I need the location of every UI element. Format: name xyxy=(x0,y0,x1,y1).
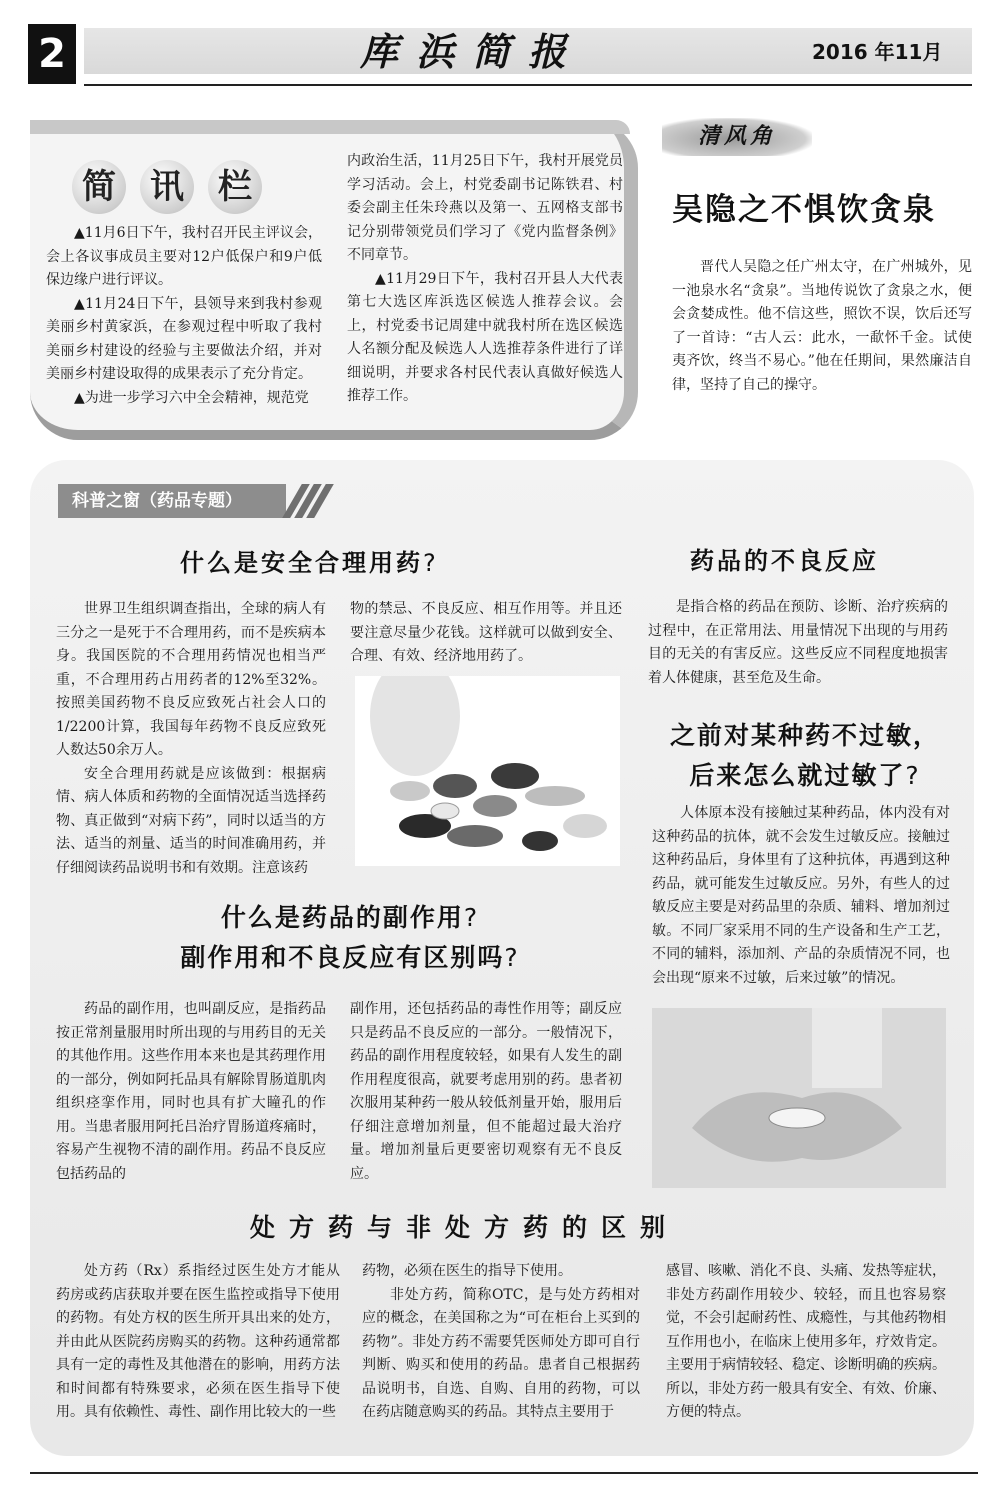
news-right-column xyxy=(347,150,623,409)
news-item: 内政治生活，11月25日下午，我村开展党员学习活动。会上，村党委副书记陈铁君、村委会副主任朱玲燕以及第一、五网格支部书记分别带领党员们学习了《党内监督条例》不同章节。 xyxy=(347,153,623,263)
news-heading-char-2: 讯 xyxy=(140,160,194,214)
qingfeng-paragraph: 晋代人吴隐之任广州太守，在广州城外，见一池泉水名“贪泉”。当地传说饮了贪泉之水，便会贪婪成性。他不信这些，照饮不误，饮后还写了一首诗：“古人云：此水，一歃怀千金。试使夷齐饮，终当不易心。”他在任期间，果然廉洁自律，坚持了自己的操守。 xyxy=(672,259,972,393)
rx-otc-column-2 xyxy=(362,1260,640,1425)
pill xyxy=(447,825,503,847)
adverse-reaction-body xyxy=(648,596,948,690)
page-number: 2 xyxy=(28,24,76,84)
pill xyxy=(491,763,539,789)
pill xyxy=(522,831,558,851)
news-item: ▲11月6日下午，我村召开民主评议会，会上各议事成员主要对12户低保户和9户低保边缘户进行评议。 xyxy=(46,225,322,288)
science-tab-label: 科普之窗（药品专题） xyxy=(58,484,286,518)
news-item: ▲11月29日下午，我村召开县人大代表第七大选区库浜选区候选人推荐会议。会上，村党委书记周建中就我村所在选区候选人名额分配及候选人人选推荐条件进行了详细说明，并要求各村民代表认真做好候选人推荐工作。 xyxy=(347,270,623,404)
pills-photo xyxy=(355,676,620,866)
safe-use-title: 什么是安全合理用药? xyxy=(180,549,439,577)
rx-otc-paragraph: 处方药（Rx）系指经过医生处方才能从药房或药店获取并要在医生监控或指导下使用的药物。有处方权的医生所开具出来的处方，并由此从医院药房购买的药物。这种药通常都具有一定的毒性及其他潜在的影响，用药方法和时间都有特殊要求，必须在医生指导下使用。具有依赖性、毒性、副作用比较大的一些 xyxy=(56,1263,340,1420)
news-item: ▲为进一步学习六中全会精神，规范党 xyxy=(74,389,309,406)
news-box-top-band xyxy=(30,120,630,134)
rx-otc-paragraph: 感冒、咳嗽、消化不良、头痛、发热等症状，非处方药副作用较少、较轻，而且也容易察觉，不会引起耐药性、成瘾性，与其他药物相互作用也小，在临床上使用多年，疗效肯定。主要用于病情较轻、稳定、诊断明确的疾病。所以，非处方药一般具有安全、有效、价廉、方便的特点。 xyxy=(666,1263,946,1420)
header-rule xyxy=(84,84,972,86)
news-heading-char-3: 栏 xyxy=(208,160,262,214)
news-heading-char-1: 简 xyxy=(72,160,126,214)
qingfeng-body xyxy=(672,256,972,397)
side-effects-paragraph: 副作用，还包括药品的毒性作用等；副反应只是药品不良反应的一部分。一般情况下，药品的副作用程度较轻，如果有人发生的副作用程度很高，就要考虑用别的药。患者初次服用某种药一般从较低剂量开始，服用后仔细注意增加剂量，但不能超过最大治疗量。增加剂量后更要密切观察有无不良反应。 xyxy=(350,1001,622,1182)
allergy-body xyxy=(652,802,950,990)
rx-otc-paragraph: 药物，必须在医生的指导下使用。 xyxy=(362,1263,572,1279)
adverse-reaction-title: 药品的不良反应 xyxy=(690,547,879,575)
allergy-title: 之前对某种药不过敏， 后来怎么就过敏了? xyxy=(669,721,940,790)
issue-date: 2016 年11月 xyxy=(812,40,943,64)
pill xyxy=(390,781,430,801)
side-effects-paragraph: 药品的副作用，也叫副反应，是指药品按正常剂量服用时所出现的与用药目的无关的其他作用。这些作用本来也是其药理作用的一部分，例如阿托品具有解除胃肠道肌肉组织痉挛作用，同时也具有扩大瞳孔的作用。当患者服用阿托吕治疗胃肠道疼痛时，容易产生视物不清的副作用。药品不良反应包括药品的 xyxy=(56,1001,326,1182)
side-effects-left-column xyxy=(56,998,326,1186)
pill xyxy=(431,803,459,819)
pill xyxy=(525,786,585,806)
pill xyxy=(473,795,517,817)
safe-use-paragraph: 物的禁忌、不良反应、相互作用等。并且还要注意尽量少花钱。这样就可以做到安全、合理、有效、经济地用药了。 xyxy=(350,601,622,664)
pill xyxy=(433,774,477,798)
qingfeng-title: 吴隐之不惧饮贪泉 xyxy=(672,192,936,228)
hands-holding-pills-photo xyxy=(652,1008,946,1188)
side-effects-right-column xyxy=(350,998,622,1186)
pills-in-hand xyxy=(769,1108,825,1128)
newspaper-title: 库浜简报 xyxy=(360,29,585,74)
side-effects-title: 什么是药品的副作用? 副作用和不良反应有区别吗? xyxy=(180,903,520,972)
rx-otc-paragraph: 非处方药，简称OTC，是与处方药相对应的概念，在美国称之为“可在柜台上买到的药物”。非处方药不需要凭医师处方即可自行判断、购买和使用的药品。患者自己根据药品说明书，自选、自购、自用的药物，可以在药店随意购买的药品。其特点主要用于 xyxy=(362,1286,640,1420)
news-item: ▲11月24日下午，县领导来到我村参观美丽乡村黄家浜，在参观过程中听取了我村美丽乡村建设的经验与主要做法介绍，并对美丽乡村建设取得的成果表示了充分肯定。 xyxy=(46,295,322,382)
rx-otc-column-3 xyxy=(666,1260,946,1425)
safe-use-paragraph: 安全合理用药就是应该做到：根据病情、病人体质和药物的全面情况适当选择药物、真正做到“对病下药”，同时以适当的方法、适当的剂量、适当的时间准确用药，并仔细阅读药品说明书和有效期。注意该药 xyxy=(56,765,326,876)
safe-use-paragraph: 世界卫生组织调查指出，全球的病人有三分之一是死于不合理用药，而不是疾病本身。我国医院的不合理用药情况也相当严重，不合理用药占用药者的12%至32%。按照美国药物不良反应致死占社会人口的1/2200计算，我国每年药物不良反应致死人数达50余万人。 xyxy=(56,601,326,758)
bottle-shape xyxy=(370,676,460,776)
bottom-rule xyxy=(30,1472,978,1474)
qingfeng-corner-label: 清风角 xyxy=(662,118,812,156)
rx-otc-column-1 xyxy=(56,1260,340,1425)
rx-otc-title: 处方药与非处方药的区别 xyxy=(250,1213,680,1242)
safe-use-right-column xyxy=(350,598,622,669)
sleeve xyxy=(812,1008,882,1088)
allergy-paragraph: 人体原本没有接触过某种药品，体内没有对这种药品的抗体，就不会发生过敏反应。接触过这种药品后，身体里有了这种抗体，再遇到这种药品，就可能发生过敏反应。另外，有些人的过敏反应主要是对药品里的杂质、辅料、增加剂过敏。不同厂家采用不同的生产设备和生产工艺，不同的辅料，添加剂、产品的杂质情况不同，也会出现“原来不过敏，后来过敏”的情况。 xyxy=(652,805,950,986)
safe-use-left-column xyxy=(56,598,326,880)
pill xyxy=(563,814,607,838)
adverse-paragraph: 是指合格的药品在预防、诊断、治疗疾病的过程中，在正常用法、用量情况下出现的与用药目的无关的有害反应。这些反应不同程度地损害着人体健康，甚至危及生命。 xyxy=(648,599,948,686)
news-left-column xyxy=(46,222,322,410)
